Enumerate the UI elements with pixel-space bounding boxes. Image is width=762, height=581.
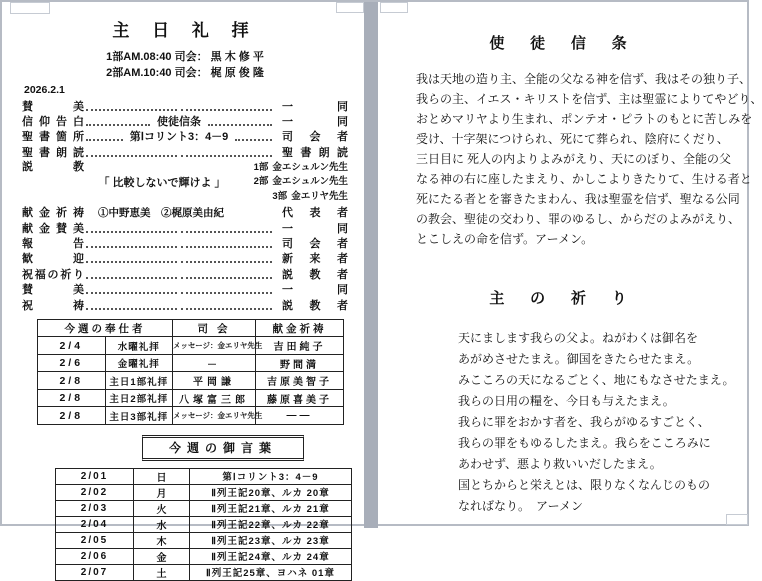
server-offering-cell: 吉田純子: [256, 337, 344, 355]
dotted-leader: [86, 253, 177, 263]
table-row: [38, 372, 344, 390]
program-row: [22, 251, 348, 266]
text-line: あがめさせたまえ。御国をきたらせたまえ。: [458, 352, 700, 366]
word-reading-cell: Ⅱ列王記25章、ヨハネ 01章: [190, 564, 352, 580]
table-row: [56, 468, 352, 484]
program-item-label: 説教: [22, 160, 84, 173]
table-row: [56, 516, 352, 532]
table-row: [56, 484, 352, 500]
program-item-label: 報告: [22, 238, 84, 251]
program-item-right: 代表者: [282, 207, 348, 220]
word-reading-cell: Ⅱ列王記23章、ルカ 23章: [190, 532, 352, 548]
word-of-week-title: 今週の御言葉: [142, 435, 304, 461]
dotted-leader: [181, 238, 272, 248]
page-gutter: [364, 2, 378, 528]
text-line: 死にたる者とを審きたまわん、我は聖霊を信ず、聖なる公同: [416, 192, 740, 206]
program-row: [22, 144, 348, 159]
servers-table: [37, 319, 344, 425]
table-row: [38, 407, 344, 425]
mc-header-cell: 司 会: [173, 320, 256, 337]
dotted-leader: [181, 300, 272, 310]
server-mc-cell: －: [173, 354, 256, 372]
text-line: あわせず、悪より救いいだしたまえ。: [458, 457, 662, 471]
server-date-cell: 2/8: [38, 372, 106, 390]
word-date-cell: 2/01: [56, 468, 134, 484]
program-row: [22, 266, 348, 281]
program-top-rows: [22, 98, 348, 160]
program-item-center: 第Ⅰコリント3：4－9: [129, 131, 229, 144]
dotted-leader: [86, 131, 123, 141]
dotted-leader: [86, 147, 177, 157]
servers-table-body: [38, 337, 344, 425]
corner-notch: [10, 2, 50, 14]
program-item-center: 使徒信条: [157, 116, 201, 129]
word-date-cell: 2/05: [56, 532, 134, 548]
dotted-leader: [181, 269, 272, 279]
program-row: [22, 235, 348, 250]
program-item-label: 祝福の祈り: [22, 268, 84, 281]
text-line: 三日目に 死人の内よりよみがえり、天にのぼり、全能の父: [416, 152, 732, 166]
server-mc-cell: 八塚富三郎: [173, 389, 256, 407]
sermon-speakers: [240, 160, 348, 205]
dotted-leader: [86, 223, 177, 233]
word-reading-cell: Ⅱ列王記24章、ルカ 24章: [190, 548, 352, 564]
table-row: [56, 548, 352, 564]
text-line: 我らの主、イエス・キリストを信ず、主は聖霊によりてやどり、: [416, 92, 762, 106]
dotted-leader: [86, 101, 177, 111]
corner-notch: [336, 2, 364, 13]
word-day-cell: 金: [134, 548, 190, 564]
offering-prayer-names: ①中野恵美 ②梶原美由紀: [98, 206, 224, 219]
creed-text: [416, 69, 762, 249]
word-day-cell: 木: [134, 532, 190, 548]
word-day-cell: 月: [134, 484, 190, 500]
word-day-cell: 土: [134, 564, 190, 580]
program-bottom-rows: [22, 220, 348, 312]
text-line: 我らの罪をもゆるしたまえ。我らをこころみに: [458, 436, 711, 450]
prayer-text: [458, 328, 749, 517]
dotted-leader: [208, 116, 272, 126]
word-table-body: [56, 468, 352, 580]
program-item-label: 祝祷: [22, 299, 84, 312]
word-reading-cell: Ⅱ列王記20章、ルカ 20章: [190, 484, 352, 500]
word-day-cell: 日: [134, 468, 190, 484]
server-mc-cell: メッセージ：金エリヤ先生: [173, 407, 256, 425]
text-line: 我らの日用の糧を、今日も与えたまえ。: [458, 394, 675, 408]
session-line-2: 2部AM.10:40 司会： 梶 原 俊 隆: [106, 67, 264, 79]
speaker-part: 2部: [253, 176, 269, 188]
word-table: [55, 468, 352, 581]
word-date-cell: 2/04: [56, 516, 134, 532]
page-left: [4, 2, 364, 580]
prayer-title: 主 の 祈 り: [489, 291, 638, 307]
server-service-cell: 主日1部礼拝: [105, 372, 173, 390]
session-lines: [22, 49, 348, 81]
program-row: [22, 282, 348, 297]
table-row: [38, 354, 344, 372]
page-title: 主 日 礼 拝: [112, 21, 258, 40]
server-date-cell: 2/4: [38, 337, 106, 355]
dotted-leader: [181, 101, 272, 111]
server-date-cell: 2/6: [38, 354, 106, 372]
dotted-leader: [181, 253, 272, 263]
server-offering-cell: 野間満: [256, 354, 344, 372]
program-item-label: 献金祈祷: [22, 207, 84, 220]
table-row: [38, 337, 344, 355]
dotted-leader: [86, 116, 150, 126]
program-item-label: 献金賛美: [22, 222, 84, 235]
speaker-part: 3部: [272, 190, 288, 202]
program-item-right: 説教者: [282, 268, 348, 281]
dotted-leader: [86, 269, 177, 279]
server-offering-cell: 吉原美智子: [256, 372, 344, 390]
program-item-label: 信仰告白: [22, 116, 84, 129]
session-line-1: 1部AM.08:40 司会： 黒 木 修 平: [106, 51, 264, 63]
dotted-leader: [86, 284, 177, 294]
program-row: [22, 129, 348, 144]
program-item-right: 説教者: [282, 299, 348, 312]
word-date-cell: 2/07: [56, 564, 134, 580]
dotted-leader: [181, 223, 272, 233]
program-item-right: 一同: [282, 100, 348, 113]
table-row: [38, 389, 344, 407]
speaker-line: [272, 190, 348, 204]
word-reading-cell: 第Ⅰコリント3：4－9: [190, 468, 352, 484]
text-line: みこころの天になるごとく、地にもなさせたまえ。: [458, 373, 735, 387]
table-row: [56, 532, 352, 548]
word-day-cell: 火: [134, 500, 190, 516]
servers-header-cell: 今週の奉仕者: [38, 320, 173, 337]
program-item-label: 賛美: [22, 284, 84, 297]
program-item-right: 司会者: [282, 131, 349, 144]
program-item-right: 一同: [282, 116, 348, 129]
program-row: [22, 220, 348, 235]
dotted-leader: [181, 284, 272, 294]
table-row: [56, 564, 352, 580]
word-date-cell: 2/02: [56, 484, 134, 500]
text-line: の教会、聖徒の交わり、罪のゆるし、からだのよみがえり、: [416, 212, 741, 226]
servers-table-header: [38, 320, 344, 337]
dotted-leader: [86, 300, 177, 310]
server-date-cell: 2/8: [38, 407, 106, 425]
server-service-cell: 主日3部礼拝: [105, 407, 173, 425]
program-row-offering-prayer: [22, 205, 348, 220]
table-row: [56, 500, 352, 516]
text-line: とこしえの命を信ず。アーメン。: [416, 232, 594, 246]
dotted-leader: [181, 147, 272, 157]
word-reading-cell: Ⅱ列王記22章、ルカ 22章: [190, 516, 352, 532]
text-line: 我らに罪をおかす者を、我らがゆるすごとく、: [458, 415, 710, 429]
text-line: 我は天地の造り主、全能の父なる神を信ず、我はその独り子、: [416, 72, 752, 86]
speaker-part: 1部: [253, 161, 269, 173]
text-line: 受け、十字架につけられ、死にて葬られ、陰府にくだり、: [416, 132, 729, 146]
server-service-cell: 水曜礼拝: [105, 337, 173, 355]
program-row: [22, 297, 348, 312]
word-date-cell: 2/03: [56, 500, 134, 516]
server-offering-cell: 藤原喜美子: [256, 389, 344, 407]
sermon-title: 「 比較しないで輝けよ 」: [98, 177, 226, 190]
speaker-name: 金エシュルン先生: [272, 161, 348, 173]
page-right: [378, 2, 762, 524]
speaker-line: [254, 175, 348, 189]
offering-header-cell: 献金祈祷: [256, 320, 344, 337]
text-line: なる神の右に座したまえり、かしこよりきたりて、生ける者と: [416, 172, 752, 186]
program-item-right: 一同: [282, 284, 348, 297]
server-service-cell: 主日2部礼拝: [105, 389, 173, 407]
program-item-right: 一同: [282, 222, 348, 235]
creed-title: 使 徒 信 条: [489, 36, 638, 52]
text-line: 国とちからと栄えとは、限りなくなんじのもの: [458, 478, 711, 492]
server-mc-cell: 平岡謙: [173, 372, 256, 390]
text-line: 天にまします我らの父よ。ねがわくは御名を: [458, 331, 699, 345]
speaker-name: 金エリヤ先生: [291, 190, 348, 202]
program-item-right: 聖書朗読: [282, 146, 348, 159]
program-list: [22, 98, 348, 312]
server-date-cell: 2/8: [38, 389, 106, 407]
text-line: おとめマリヤより生まれ、ポンテオ・ピラトのもとに苦しみを: [416, 112, 753, 126]
server-offering-cell: ――: [256, 407, 344, 425]
program-item-right: 司会者: [282, 238, 348, 251]
dotted-leader: [86, 238, 177, 248]
program-item-right: 新来者: [282, 253, 348, 266]
text-line: なればなり。 アーメン: [458, 499, 584, 513]
speaker-name: 金エシュルン先生: [272, 176, 348, 188]
program-item-label: 歓迎: [22, 253, 84, 266]
speaker-line: [254, 161, 348, 175]
server-mc-cell: メッセージ：金エリヤ先生: [173, 337, 256, 355]
program-row: [22, 98, 348, 113]
program-item-label: 聖書箇所: [22, 131, 84, 144]
word-day-cell: 水: [134, 516, 190, 532]
program-row: [22, 113, 348, 128]
word-date-cell: 2/06: [56, 548, 134, 564]
word-reading-cell: Ⅱ列王記21章、ルカ 21章: [190, 500, 352, 516]
service-date: 2026.2.1: [24, 84, 65, 96]
program-item-label: 聖書朗読: [22, 146, 84, 159]
dotted-leader: [235, 131, 272, 141]
program-row-sermon: [22, 160, 348, 205]
program-item-label: 賛美: [22, 100, 84, 113]
server-service-cell: 金曜礼拝: [105, 354, 173, 372]
